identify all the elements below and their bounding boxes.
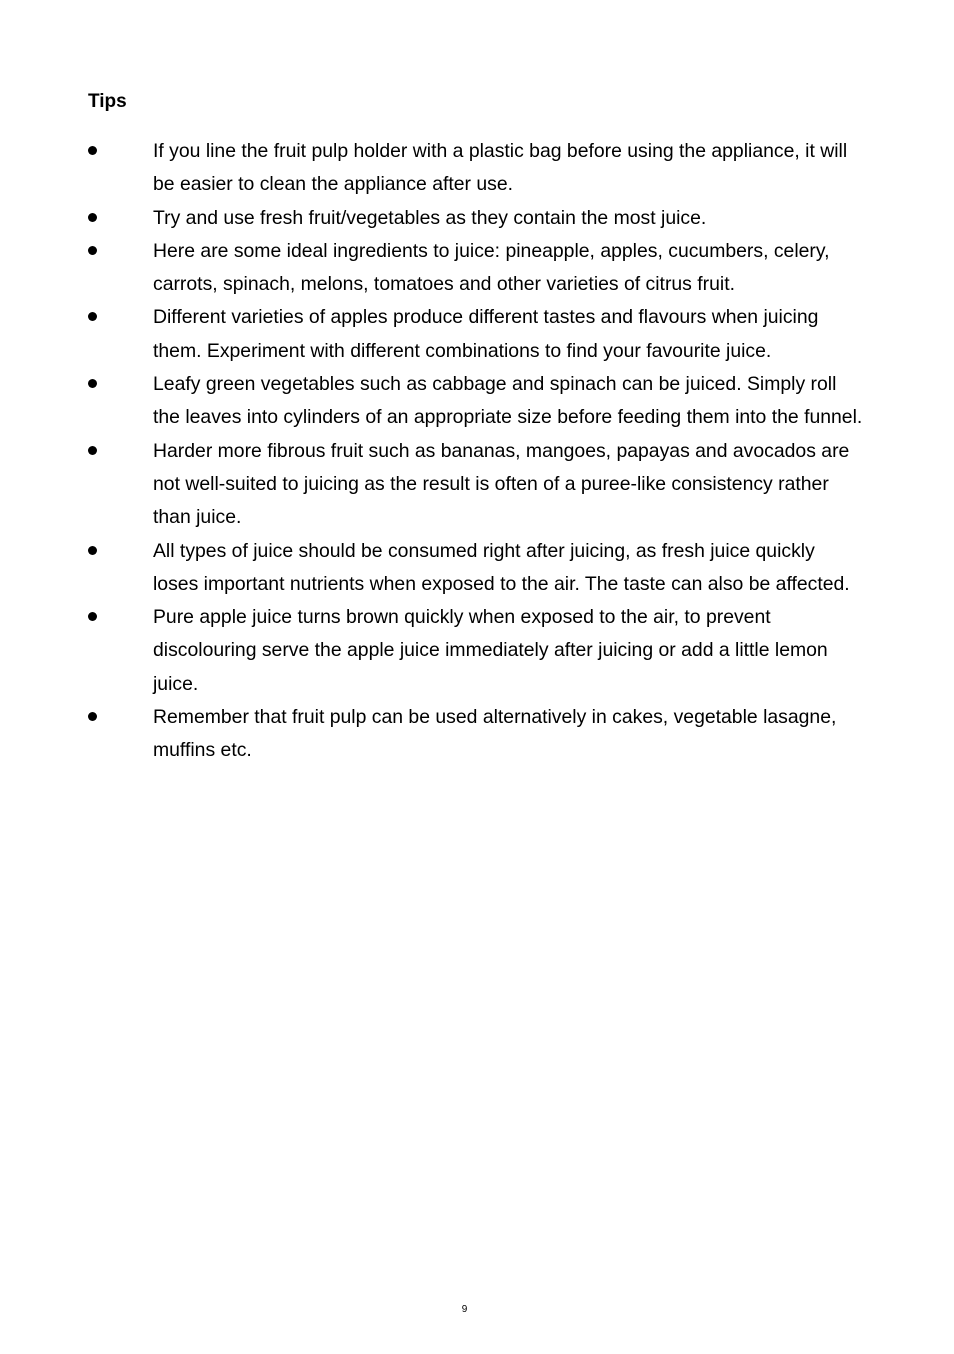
list-item [0, 701, 865, 768]
bullet-icon [88, 301, 100, 334]
section-heading: Tips [88, 91, 127, 112]
list-item [0, 235, 865, 302]
list-item [0, 368, 865, 435]
bullet-icon [88, 435, 100, 468]
list-item [0, 601, 865, 701]
list-item [0, 135, 865, 202]
bullet-icon [88, 235, 100, 268]
bullet-icon [88, 701, 100, 734]
tips-list [0, 135, 954, 768]
list-item [0, 301, 865, 368]
tip-text: Harder more fibrous fruit such as bananas, mangoes, papayas and avocados are not well-suited to juicing as the result is often of a puree-like consistency rather than juice. [153, 439, 850, 529]
list-item [0, 535, 865, 602]
tip-text: Leafy green vegetables such as cabbage and spinach can be juiced. Simply roll the leaves into cylinders of an appropriate size before feeding them into the funnel. [153, 373, 863, 429]
tip-text: Different varieties of apples produce different tastes and flavours when juicing them. Experiment with different combinations to find your favourite juice. [153, 306, 819, 362]
bullet-icon [88, 535, 100, 568]
tip-text: Try and use fresh fruit/vegetables as they contain the most juice. [153, 206, 707, 229]
tip-text: If you line the fruit pulp holder with a plastic bag before using the appliance, it will be easier to clean the appliance after use. [153, 140, 848, 196]
bullet-icon [88, 368, 100, 401]
tip-text: Remember that fruit pulp can be used alternatively in cakes, vegetable lasagne, muffins etc. [153, 706, 837, 762]
list-item [0, 202, 865, 235]
bullet-icon [88, 202, 100, 235]
bullet-icon [88, 601, 100, 634]
list-item [0, 435, 865, 535]
page-number: 9 [461, 1304, 468, 1315]
bullet-icon [88, 135, 100, 168]
tip-text: All types of juice should be consumed right after juicing, as fresh juice quickly loses important nutrients when exposed to the air. The taste can also be affected. [153, 539, 850, 595]
tip-text: Pure apple juice turns brown quickly when exposed to the air, to prevent discolouring serve the apple juice immediately after juicing or add a little lemon juice. [153, 606, 828, 695]
tip-text: Here are some ideal ingredients to juice: pineapple, apples, cucumbers, celery, carrots, spinach, melons, tomatoes and other varieties of citrus fruit. [153, 239, 830, 296]
